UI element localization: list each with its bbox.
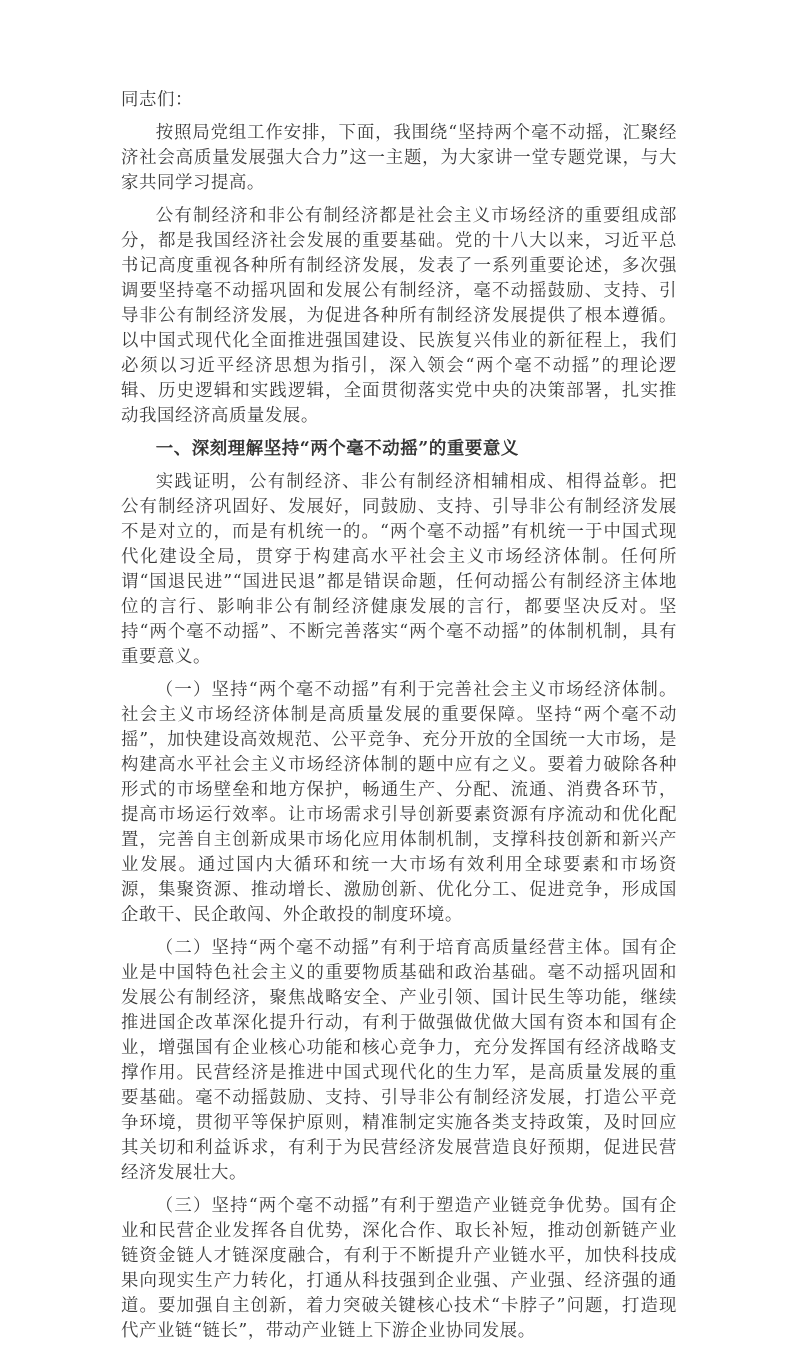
section-heading: 一、深刻理解坚持“两个毫不动摇”的重要意义 <box>155 439 519 459</box>
intro-paragraph: 按照局党组工作安排，下面，我围绕“坚持两个毫不动摇，汇聚经济社会高质量发展强大合力”这一主题，为大家讲一堂专题党课，与大家共同学习提高。 <box>121 123 677 193</box>
document-page <box>121 88 677 1352</box>
point-three-paragraph: （三）坚持“两个毫不动摇”有利于塑造产业链竞争优势。国有企业和民营企业发挥各自优势，深化合作、取长补短，推动创新链产业链资金链人才链深度融合，有利于不断提升产业链水平，加快科技成果向现实生产力转化，打通从科技强到企业强、产业强、经济强的通道。要加强自主创新，着力突破关键核心技术“卡脖子”问题，打造现代产业链“链长”，带动产业链上下游企业协同发展。 <box>121 1196 677 1341</box>
point-two-paragraph: （二）坚持“两个毫不动摇”有利于培育高质量经营主体。国有企业是中国特色社会主义的重要物质基础和政治基础。毫不动摇巩固和发展公有制经济，聚焦战略安全、产业引领、国计民生等功能，继续推进国企改革深化提升行动，有利于做强做优做大国有资本和国有企业，增强国有企业核心功能和核心竞争力，充分发挥国有经济战略支撑作用。民营经济是推进中国式现代化的生力军，是高质量发展的重要基础。毫不动摇鼓励、支持、引导非公有制经济发展，打造公平竞争环境，贯彻平等保护原则，精准制定实施各类支持政策，及时回应其关切和利益诉求，有利于为民营经济发展营造良好预期，促进民营经济发展壮大。 <box>121 938 677 1183</box>
section-intro-paragraph: 实践证明，公有制经济、非公有制经济相辅相成、相得益彰。把公有制经济巩固好、发展好，同鼓励、支持、引导非公有制经济发展不是对立的，而是有机统一的。“两个毫不动摇”有机统一于中国式现代化建设全局，贯穿于构建高水平社会主义市场经济体制。任何所谓“国退民进”“国进民退”都是错误命题，任何动摇公有制经济主体地位的言行、影响非公有制经济健康发展的言行，都要坚决反对。坚持“两个毫不动摇”、不断完善落实“两个毫不动摇”的体制机制，具有重要意义。 <box>121 472 677 667</box>
background-paragraph: 公有制经济和非公有制经济都是社会主义市场经济的重要组成部分，都是我国经济社会发展的重要基础。党的十八大以来，习近平总书记高度重视各种所有制经济发展，发表了一系列重要论述，多次强调要坚持毫不动摇巩固和发展公有制经济，毫不动摇鼓励、支持、引导非公有制经济发展，为促进各种所有制经济发展提供了根本遵循。以中国式现代化全面推进强国建设、民族复兴伟业的新征程上，我们必须以习近平经济思想为指引，深入领会“两个毫不动摇”的理论逻辑、历史逻辑和实践逻辑，全面贯彻落实党中央的决策部署，扎实推动我国经济高质量发展。 <box>121 206 677 426</box>
salutation: 同志们： <box>121 90 193 110</box>
point-one-paragraph: （一）坚持“两个毫不动摇”有利于完善社会主义市场经济体制。社会主义市场经济体制是高质量发展的重要保障。坚持“两个毫不动摇”，加快建设高效规范、公平竞争、充分开放的全国统一大市场，是构建高水平社会主义市场经济体制的题中应有之义。要着力破除各种形式的市场壁垒和地方保护，畅通生产、分配、流通、消费各环节，提高市场运行效率。让市场需求引导创新要素资源有序流动和优化配置，完善自主创新成果市场化应用体制机制，支撑科技创新和新兴产业发展。通过国内大循环和统一大市场有效利用全球要素和市场资源，集聚资源、推动增长、激励创新、优化分工、促进竞争，形成国企敢干、民企敢闯、外企敢投的制度环境。 <box>121 680 677 925</box>
